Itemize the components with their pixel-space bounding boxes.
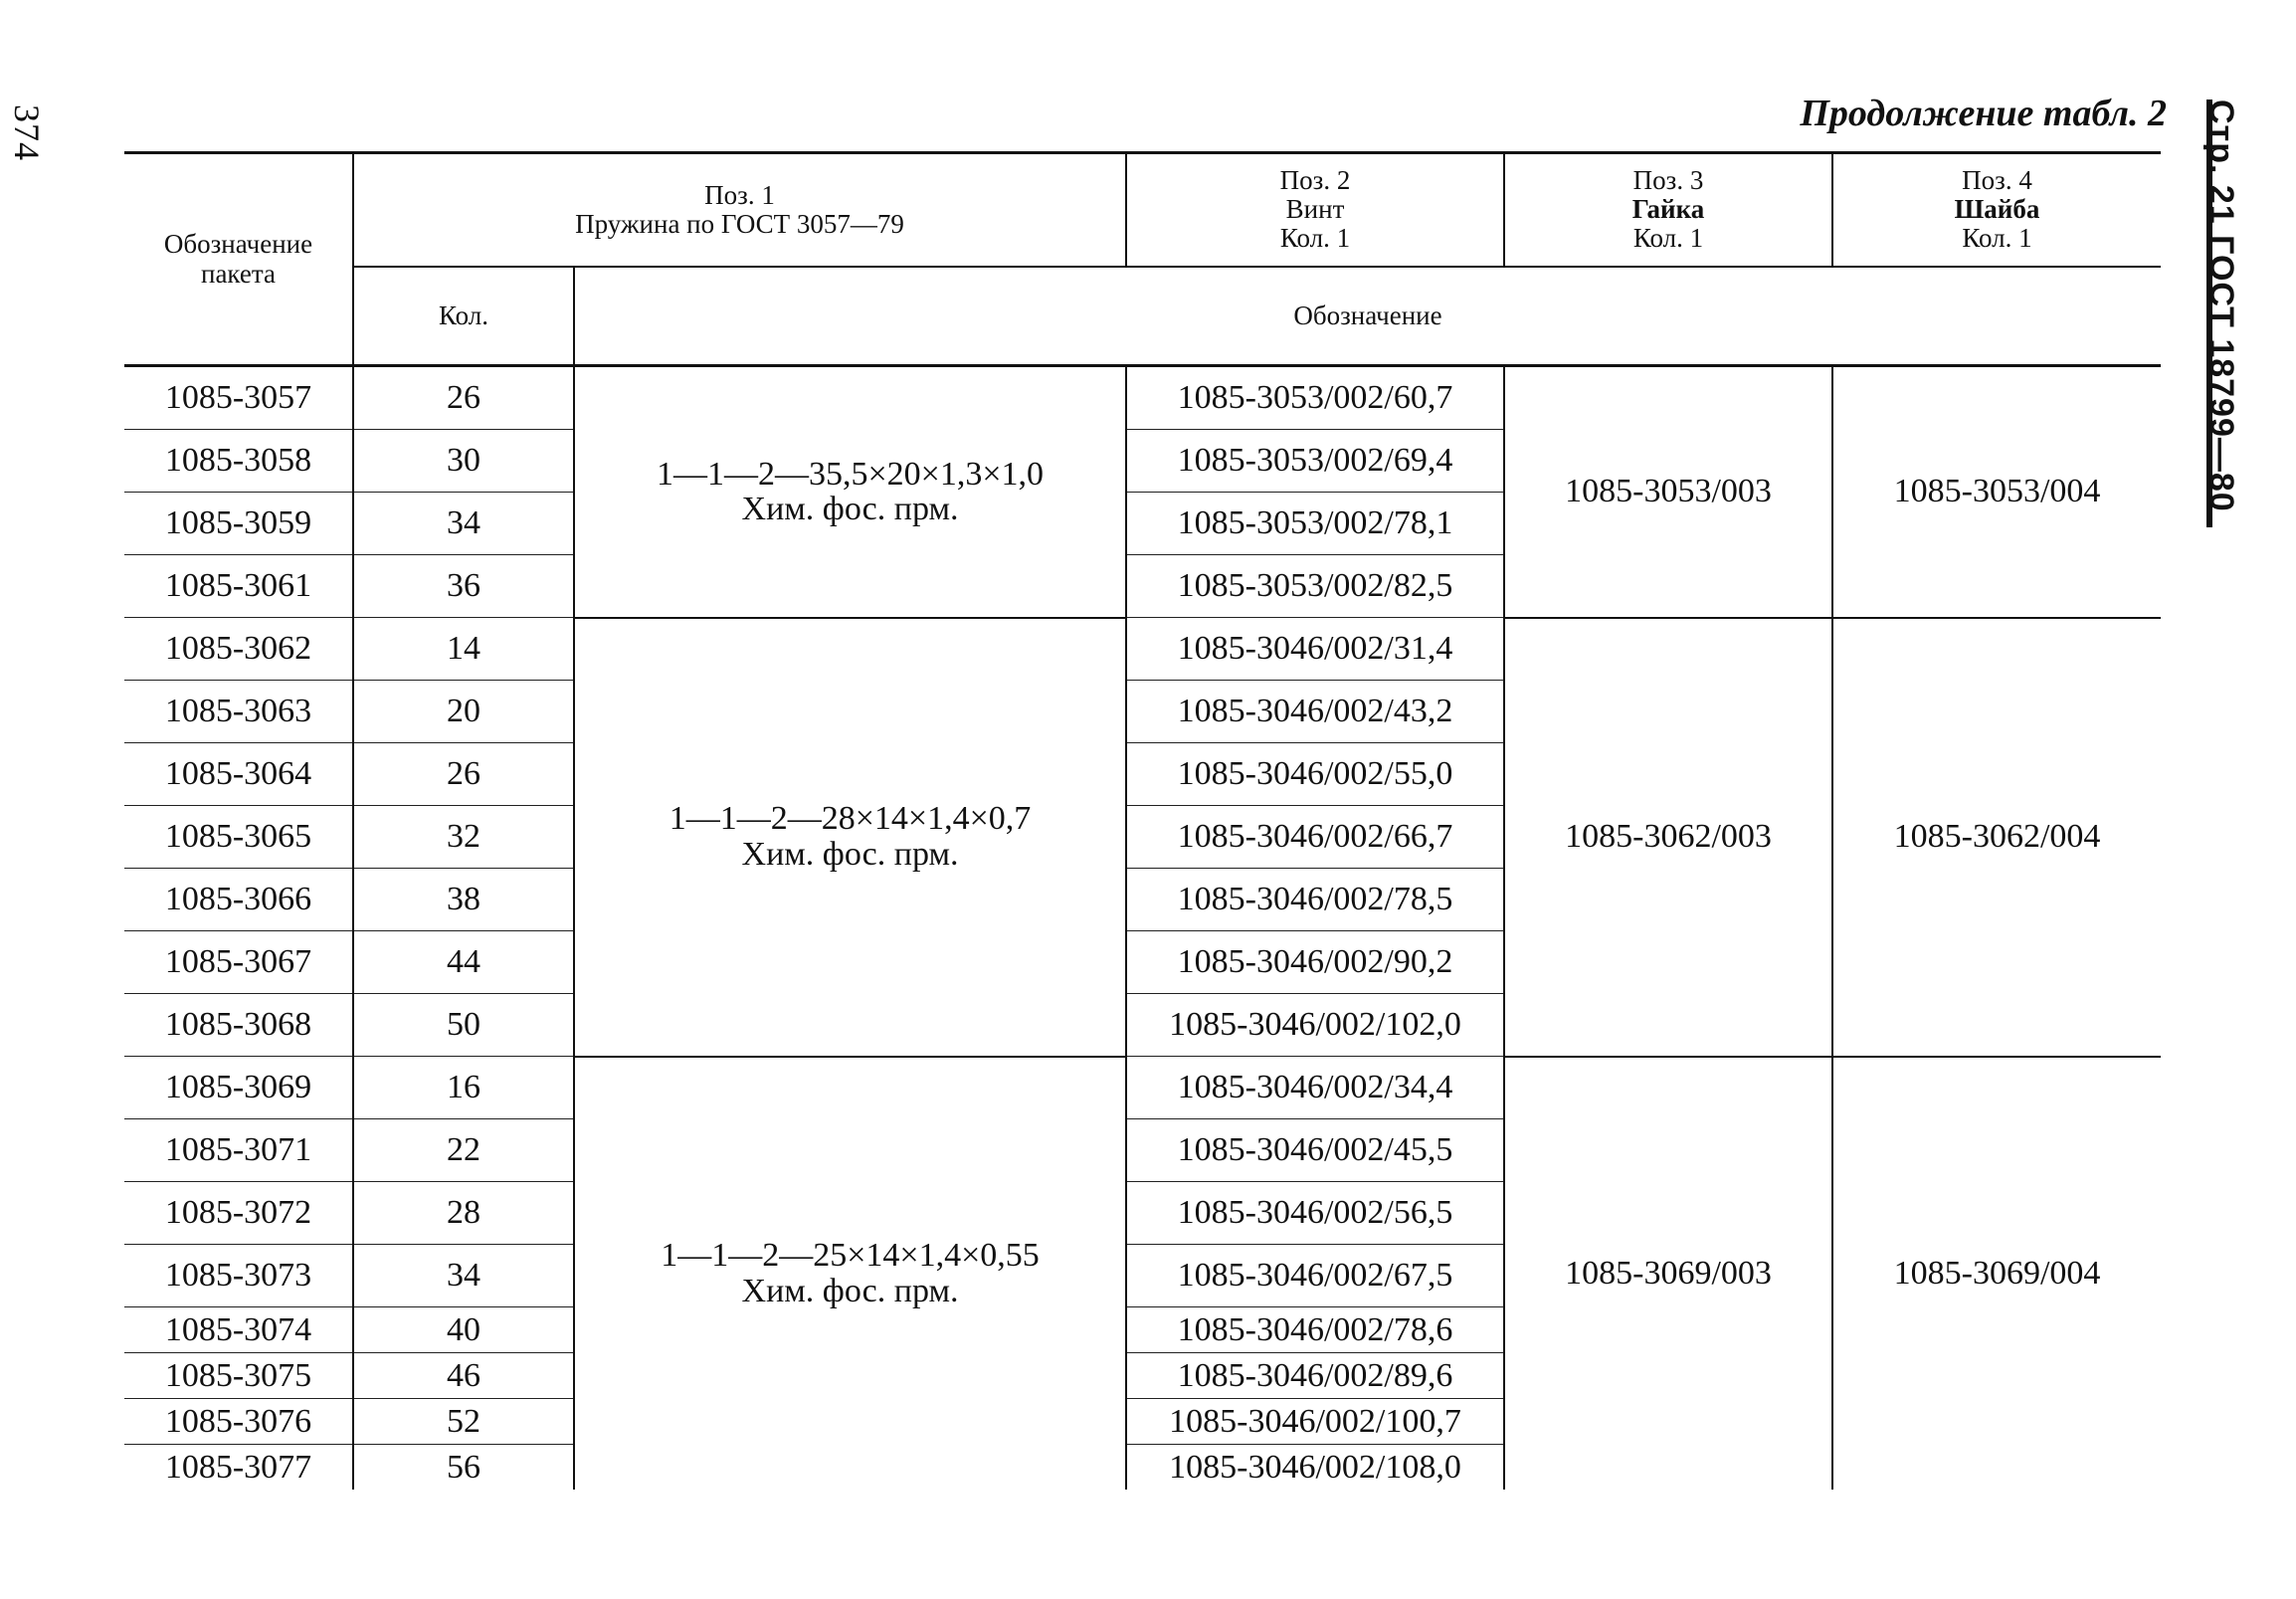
screw-designation-cell: 1085-3053/002/82,5 — [1126, 555, 1504, 618]
screw-designation-cell: 1085-3053/002/78,1 — [1126, 493, 1504, 555]
package-code-cell: 1085-3067 — [124, 931, 353, 994]
spring-qty-cell: 52 — [353, 1399, 574, 1445]
spring-qty-cell: 56 — [353, 1445, 574, 1491]
spring-qty-cell: 34 — [353, 1245, 574, 1307]
header-pos3: Поз. 3 Гайка Кол. 1 — [1504, 153, 1832, 267]
screw-designation-cell: 1085-3046/002/43,2 — [1126, 681, 1504, 743]
screw-designation-cell: 1085-3046/002/66,7 — [1126, 806, 1504, 869]
table-row — [124, 1057, 2161, 1119]
washer-designation-cell: 1085-3053/004 — [1832, 366, 2161, 618]
spring-qty-cell: 14 — [353, 618, 574, 681]
spring-qty-cell: 32 — [353, 806, 574, 869]
package-code-cell: 1085-3073 — [124, 1245, 353, 1307]
table-row — [124, 618, 2161, 681]
spring-qty-cell: 28 — [353, 1182, 574, 1245]
spring-qty-cell: 40 — [353, 1307, 574, 1353]
screw-designation-cell: 1085-3046/002/67,5 — [1126, 1245, 1504, 1307]
package-code-cell: 1085-3072 — [124, 1182, 353, 1245]
package-code-cell: 1085-3058 — [124, 430, 353, 493]
spring-spec: 1—1—2—28×14×1,4×0,7 — [669, 800, 1032, 838]
package-code-cell: 1085-3063 — [124, 681, 353, 743]
spring-spec: 1—1—2—35,5×20×1,3×1,0 — [656, 455, 1045, 493]
spring-qty-cell: 34 — [353, 493, 574, 555]
spring-qty-cell: 20 — [353, 681, 574, 743]
package-code-cell: 1085-3059 — [124, 493, 353, 555]
screw-designation-cell: 1085-3046/002/31,4 — [1126, 618, 1504, 681]
header-pos1: Поз. 1 Пружина по ГОСТ 3057—79 — [353, 153, 1126, 267]
spring-coating-note: Хим. фос. прм. — [741, 1272, 959, 1309]
package-code-cell: 1085-3061 — [124, 555, 353, 618]
package-code-cell: 1085-3065 — [124, 806, 353, 869]
page-number: 374 — [7, 104, 47, 161]
screw-designation-cell: 1085-3046/002/78,6 — [1126, 1307, 1504, 1353]
screw-designation-cell: 1085-3046/002/56,5 — [1126, 1182, 1504, 1245]
screw-designation-cell: 1085-3046/002/90,2 — [1126, 931, 1504, 994]
table-row — [124, 366, 2161, 430]
header-designation: Обозначение — [574, 267, 2161, 366]
package-code-cell: 1085-3076 — [124, 1399, 353, 1445]
spring-designation-cell — [574, 1057, 1126, 1491]
spring-coating-note: Хим. фос. прм. — [741, 491, 959, 528]
package-code-cell: 1085-3062 — [124, 618, 353, 681]
screw-designation-cell: 1085-3046/002/108,0 — [1126, 1445, 1504, 1491]
spec-table — [124, 151, 2161, 1490]
nut-designation-cell: 1085-3069/003 — [1504, 1057, 1832, 1491]
spring-spec: 1—1—2—25×14×1,4×0,55 — [661, 1237, 1040, 1275]
package-code-cell: 1085-3066 — [124, 869, 353, 931]
screw-designation-cell: 1085-3053/002/60,7 — [1126, 366, 1504, 430]
package-code-cell: 1085-3057 — [124, 366, 353, 430]
spring-coating-note: Хим. фос. прм. — [741, 836, 959, 873]
package-code-cell: 1085-3069 — [124, 1057, 353, 1119]
washer-designation-cell: 1085-3062/004 — [1832, 618, 2161, 1057]
spring-qty-cell: 46 — [353, 1353, 574, 1399]
table-continuation-title: Продолжение табл. 2 — [1800, 93, 2167, 134]
package-code-cell: 1085-3077 — [164, 1448, 312, 1486]
screw-designation-cell: 1085-3046/002/89,6 — [1126, 1353, 1504, 1399]
header-pos2: Поз. 2 Винт Кол. 1 — [1126, 153, 1504, 267]
screw-designation-cell: 1085-3046/002/78,5 — [1126, 869, 1504, 931]
header-pos4: Поз. 4 Шайба Кол. 1 — [1832, 153, 2161, 267]
package-code-cell: 1085-3064 — [124, 743, 353, 806]
package-code-cell: 1085-3074 — [124, 1307, 353, 1353]
spring-qty-cell: 38 — [353, 869, 574, 931]
spring-qty-cell: 16 — [353, 1057, 574, 1119]
screw-designation-cell: 1085-3046/002/45,5 — [1126, 1119, 1504, 1182]
spring-qty-cell: 36 — [353, 555, 574, 618]
nut-designation-cell: 1085-3053/003 — [1504, 366, 1832, 618]
spring-qty-cell: 26 — [353, 743, 574, 806]
header-qty: Кол. — [353, 267, 574, 366]
header-package-designation: Обозначение пакета — [124, 153, 353, 366]
washer-designation-cell: 1085-3069/004 — [1832, 1057, 2161, 1491]
package-code-cell: 1085-3068 — [124, 994, 353, 1057]
screw-designation-cell: 1085-3046/002/34,4 — [1126, 1057, 1504, 1119]
spring-designation-cell — [574, 366, 1126, 618]
screw-designation-cell: 1085-3046/002/55,0 — [1126, 743, 1504, 806]
screw-designation-cell: 1085-3053/002/69,4 — [1126, 430, 1504, 493]
spring-qty-cell: 22 — [353, 1119, 574, 1182]
spring-qty-cell: 30 — [353, 430, 574, 493]
package-code-cell: 1085-3075 — [124, 1353, 353, 1399]
spring-qty-cell: 44 — [353, 931, 574, 994]
spring-designation-cell — [574, 618, 1126, 1057]
spring-qty-cell: 50 — [353, 994, 574, 1057]
screw-designation-cell: 1085-3046/002/102,0 — [1126, 994, 1504, 1057]
screw-designation-cell: 1085-3046/002/100,7 — [1126, 1399, 1504, 1445]
nut-designation-cell: 1085-3062/003 — [1504, 618, 1832, 1057]
package-code-cell: 1085-3071 — [124, 1119, 353, 1182]
spring-qty-cell: 26 — [353, 366, 574, 430]
table-body — [124, 366, 2161, 1491]
side-running-header: Стр. 21 ГОСТ 18799—80 — [2202, 100, 2240, 512]
